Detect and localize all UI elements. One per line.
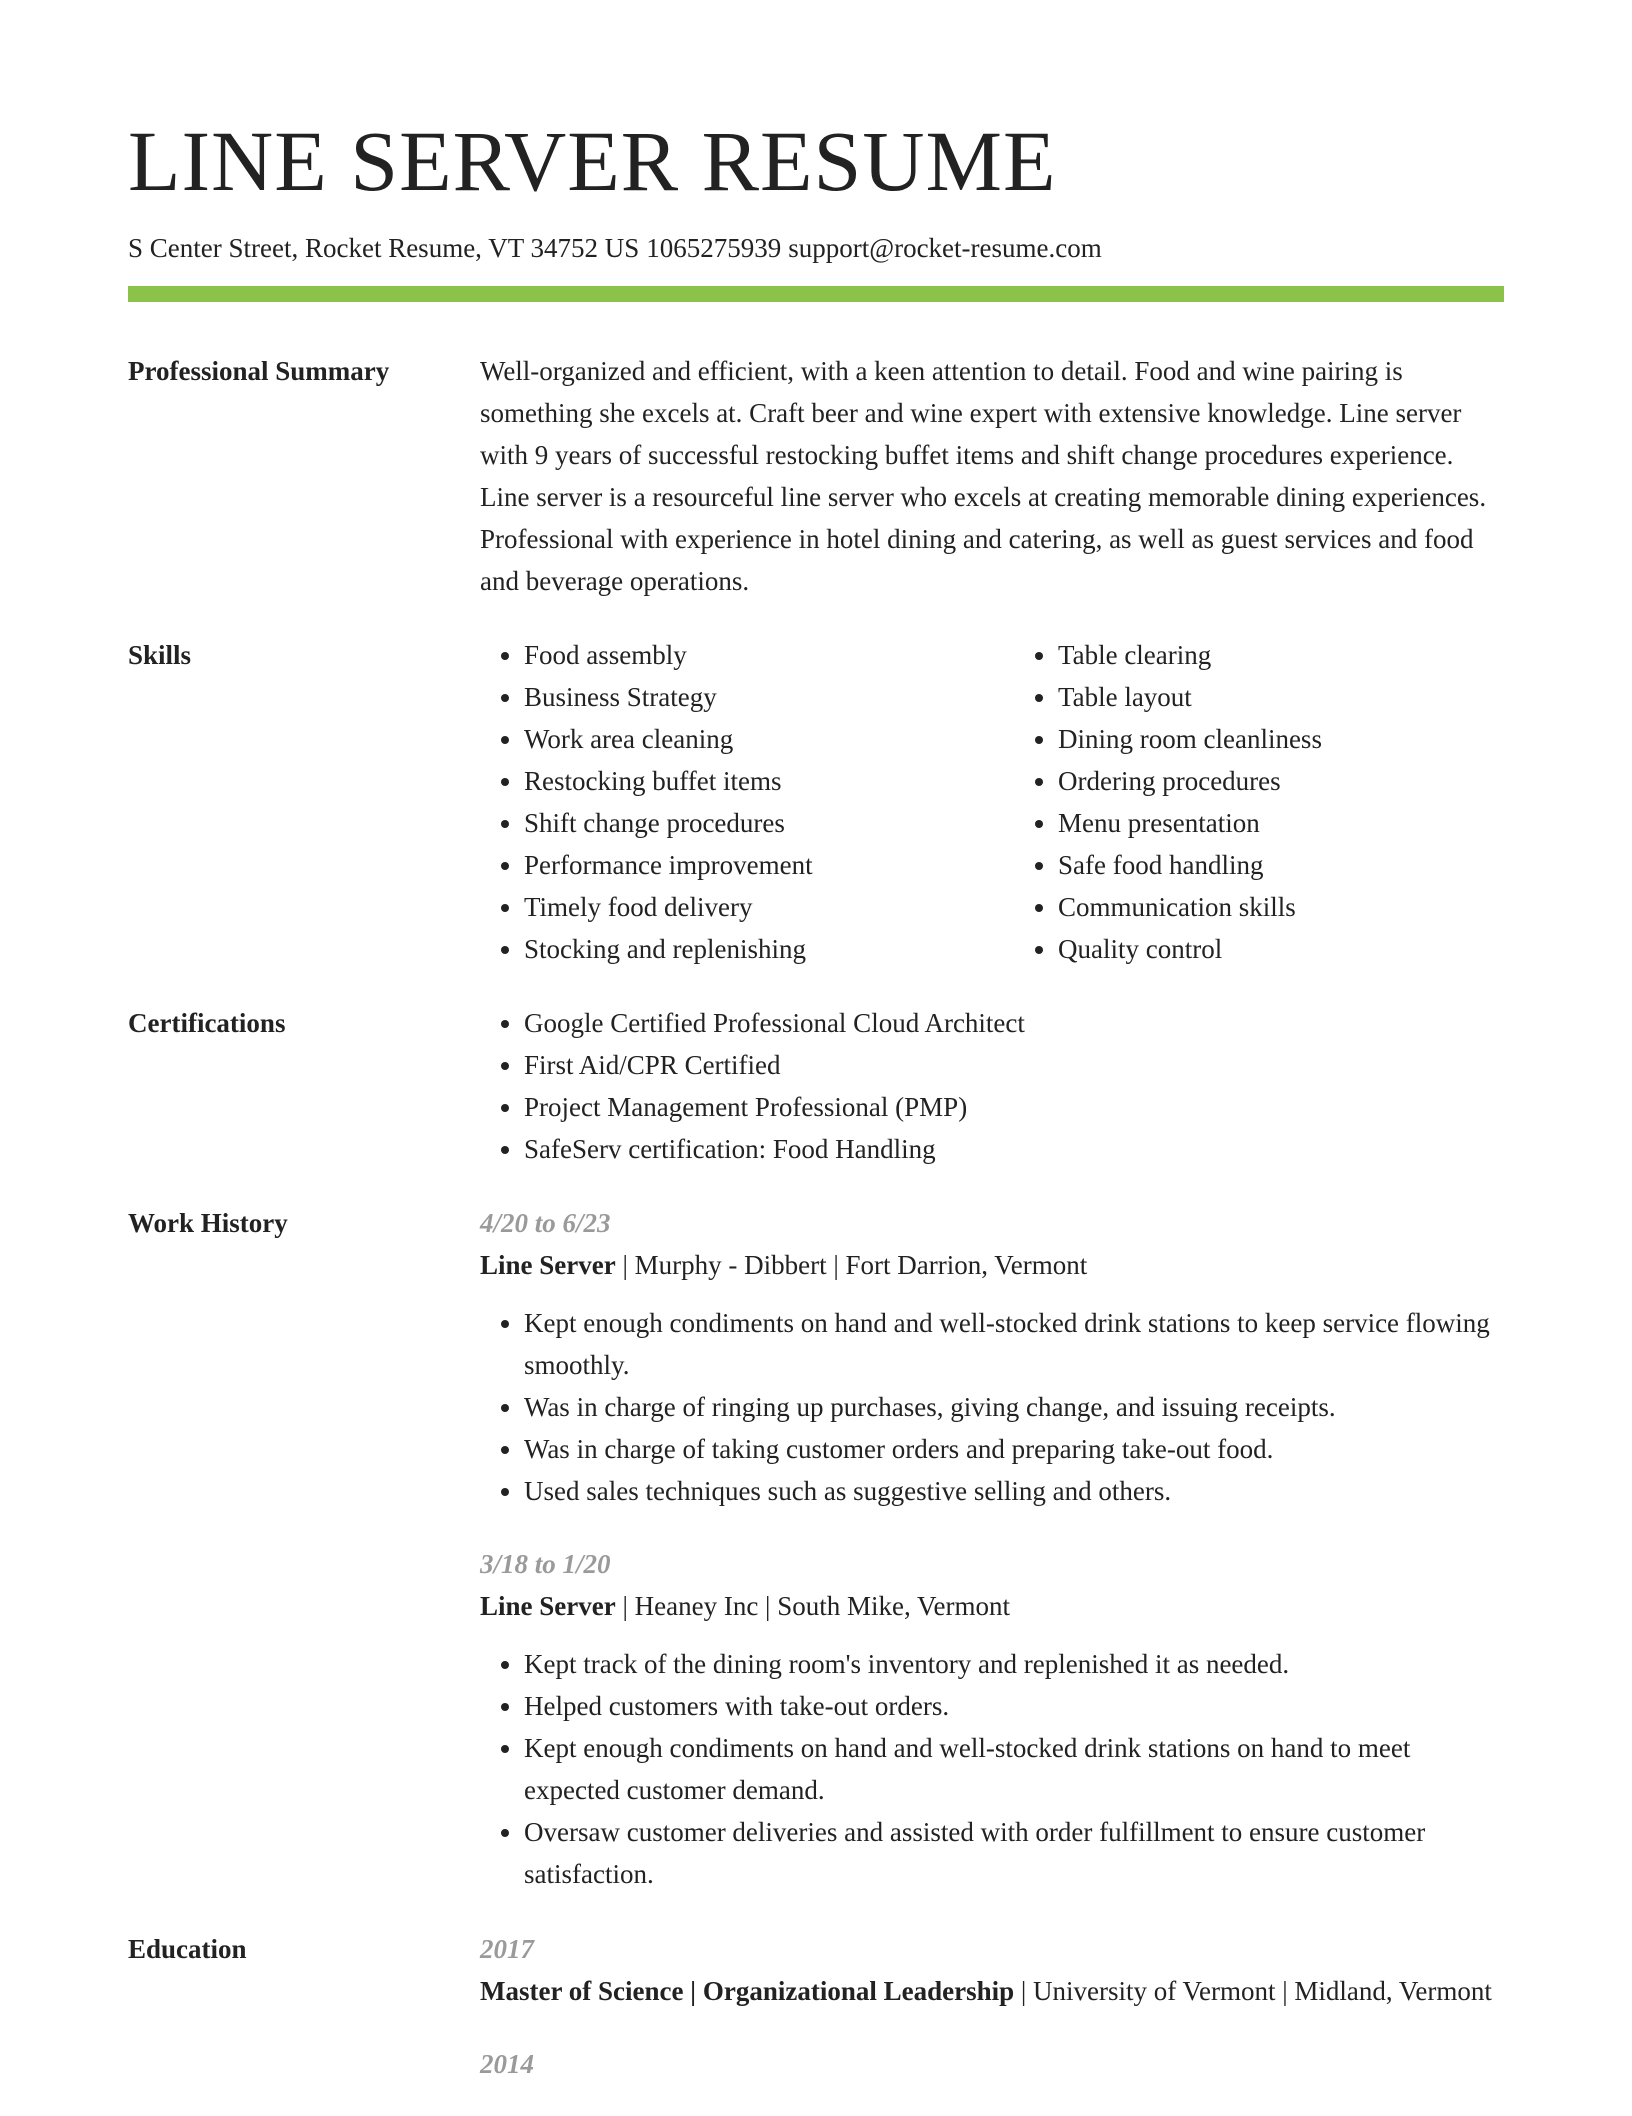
education-entry (480, 2043, 1504, 2085)
job-bullet: • Kept enough condiments on hand and well-stocked drink stations to keep service flowing smoothly. (524, 1302, 1504, 1386)
certification-item: • SafeServ certification: Food Handling (524, 1128, 1504, 1170)
skill-item: • Communication skills (1058, 886, 1504, 928)
skill-item: • Work area cleaning (524, 718, 970, 760)
education-heading (480, 1970, 1504, 2012)
education-label: Education (128, 1934, 247, 1964)
skill-item: • Menu presentation (1058, 802, 1504, 844)
contact-email: support@rocket-resume.com (788, 233, 1102, 263)
skill-item: • Ordering procedures (1058, 760, 1504, 802)
certifications-label: Certifications (128, 1008, 286, 1038)
contact-phone: 1065275939 (646, 233, 782, 263)
job-date: 4/20 to 6/23 (480, 1208, 611, 1238)
skill-item: • Restocking buffet items (524, 760, 970, 802)
job-bullet: • Helped customers with take-out orders. (524, 1685, 1504, 1727)
skill-item: • Timely food delivery (524, 886, 970, 928)
skill-item: • Stocking and replenishing (524, 928, 970, 970)
summary-label: Professional Summary (128, 356, 390, 386)
job-bullet: • Used sales techniques such as suggestive selling and others. (524, 1470, 1504, 1512)
certification-item: • Google Certified Professional Cloud Architect (524, 1002, 1504, 1044)
job-bullet: • Kept enough condiments on hand and well-stocked drink stations on hand to meet expected customer demand. (524, 1727, 1504, 1811)
skill-item: • Food assembly (524, 634, 970, 676)
contact-address: S Center Street, Rocket Resume, VT 34752 US (128, 233, 640, 263)
work-history-content (480, 1202, 1504, 1926)
job-heading (480, 1244, 1504, 1286)
header-divider (128, 286, 1504, 302)
skill-item: • Business Strategy (524, 676, 970, 718)
job-entry (480, 1543, 1504, 1895)
job-bullet: • Kept track of the dining room's inventory and replenished it as needed. (524, 1643, 1504, 1685)
job-details: | Murphy - Dibbert | Fort Darrion, Vermont (615, 1250, 1088, 1280)
skill-item: • Table layout (1058, 676, 1504, 718)
certification-item: • First Aid/CPR Certified (524, 1044, 1504, 1086)
resume-title: LINE SERVER RESUME (128, 113, 1057, 209)
job-entry (480, 1202, 1504, 1512)
job-bullet: • Oversaw customer deliveries and assisted with order fulfillment to ensure customer satisfaction. (524, 1811, 1504, 1895)
skill-item: • Dining room cleanliness (1058, 718, 1504, 760)
job-bullet: • Was in charge of ringing up purchases, giving change, and issuing receipts. (524, 1386, 1504, 1428)
certification-item: • Project Management Professional (PMP) (524, 1086, 1504, 1128)
skill-item: • Table clearing (1058, 634, 1504, 676)
education-details: | University of Vermont | Midland, Vermont (1014, 1976, 1492, 2006)
certifications-list (480, 1002, 1504, 1170)
education-year: 2017 (480, 1934, 534, 1964)
job-title: Line Server (480, 1591, 616, 1621)
skills-label: Skills (128, 640, 192, 670)
skill-item: • Safe food handling (1058, 844, 1504, 886)
education-degree: Master of Science | Organizational Leadership (480, 1976, 1015, 2006)
job-heading (480, 1585, 1504, 1627)
skills-list-left (480, 634, 970, 970)
job-bullets (480, 1643, 1504, 1895)
skill-item: • Quality control (1058, 928, 1504, 970)
education-content (480, 1928, 1504, 2116)
job-details: | Heaney Inc | South Mike, Vermont (615, 1591, 1010, 1621)
skill-item: • Performance improvement (524, 844, 970, 886)
job-date: 3/18 to 1/20 (480, 1549, 611, 1579)
education-entry (480, 1928, 1504, 2012)
certifications-content (480, 1002, 1504, 1170)
skills-content (480, 634, 1504, 970)
job-title: Line Server (480, 1250, 616, 1280)
skills-list-right (1014, 634, 1504, 970)
skill-item: • Shift change procedures (524, 802, 970, 844)
summary-text: Well-organized and efficient, with a keen attention to detail. Food and wine pairing is something she excels at. Craft beer and wine expert with extensive knowledge. Line server with 9 years of successful restocking buffet items and shift change procedures experience. Line server is a resourceful line server who excels at creating memorable dining experiences. Professional with experience in hotel dining and catering, as well as guest services and food and beverage operations. (480, 356, 1487, 596)
education-year: 2014 (480, 2049, 534, 2079)
work-history-label: Work History (128, 1208, 288, 1238)
summary-content (480, 350, 1504, 602)
contact-line (128, 233, 1102, 264)
job-bullet: • Was in charge of taking customer orders and preparing take-out food. (524, 1428, 1504, 1470)
job-bullets (480, 1302, 1504, 1512)
